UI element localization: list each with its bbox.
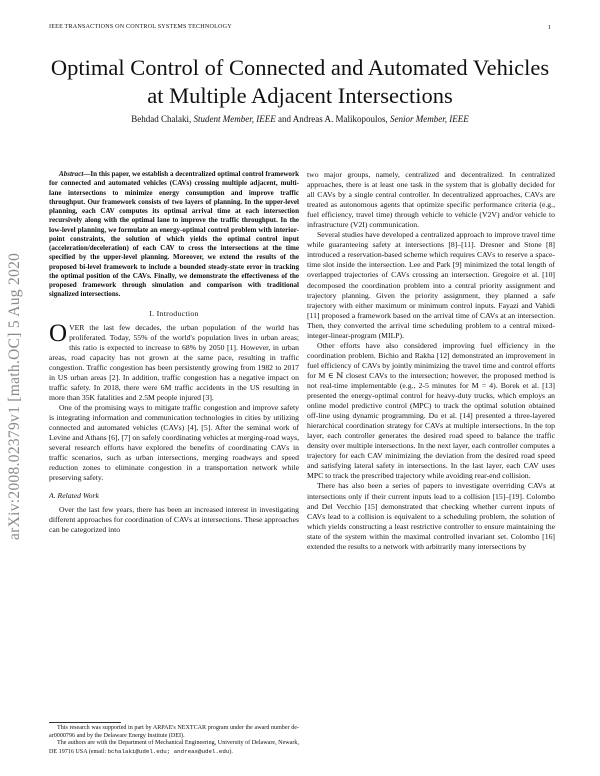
author-role-2: Senior Member, IEEE: [390, 114, 469, 124]
abstract-lead: Abstract: [59, 170, 84, 178]
footnote-divider: [49, 722, 121, 723]
author-name-2: and Andreas A. Malikopoulos,: [278, 114, 388, 124]
subsection-heading-related-work: A. Related Work: [49, 491, 99, 501]
footnote-funding: This research was supported in part by ARPAE's NEXTCAR program under the award number de-ar0000796 and by the Delaware Energy Institute (DEI).: [49, 725, 299, 739]
author-emails[interactable]: bchalaki@udel.edu; andreas@udel.edu: [107, 747, 230, 755]
drop-cap: O: [49, 319, 68, 347]
footnote-affiliation: [49, 740, 299, 756]
right-paragraph-4: There has also been a series of papers to investigate overriding CAVs at intersections only if their current inputs lead to a collision [15]–[19]. Colombo and Del Vecchio [15] demonstrated that checking whether current inputs of CAVs lead to a collision is equivalent to a scheduling problem, the solution of which yields constructing a least restrictive controller to ensure maintaining the state of the system within the maximal controlled invariant set. Colombo [16] extended the results to a network with arbitrarily many intersections by: [307, 481, 555, 551]
related-work-paragraph-1: Over the last few years, there has been an increased interest in investigating different approaches for coordination of CAVs at intersections. These approaches can be categorized into: [49, 505, 299, 535]
page-number: 1: [547, 24, 551, 31]
left-column: [49, 170, 299, 535]
right-column: [307, 170, 555, 552]
paper-title: Optimal Control of Connected and Automated Vehicles at Multiple Adjacent Intersections: [50, 55, 550, 108]
right-paragraph-1: two major groups, namely, centralized and decentralized. In centralized approaches, there is at least one task in the system that is globally decided for all CAVs by a single central controller. In decentralized approaches, CAVs are treated as autonomous agents that optimize specific performance criteria (e.g., fuel efficiency, travel time) through vehicle to vehicle (V2V) and/or vehicle to infrastructure (V2I) communication.: [307, 170, 555, 230]
footnote: [49, 725, 299, 756]
footnote-affiliation-text: The authors are with the Department of Mechanical Engineering, University of Delaware, Newark, DE 19716 USA (email:: [49, 740, 299, 755]
abstract: [49, 170, 299, 300]
author-name-1: Behdad Chalaki,: [131, 114, 192, 124]
intro-paragraph-1: [49, 319, 299, 403]
author-role-1: Student Member, IEEE: [193, 114, 276, 124]
arxiv-identifier[interactable]: arXiv:2008.02379v1 [math.OC] 5 Aug 2020: [6, 252, 23, 540]
footnote-end: ).: [229, 748, 233, 755]
abstract-text: —In this paper, we establish a decentralized optimal control framework for connected and automated vehicles (CAVs) crossing multiple adjacent, multi-lane intersections to minimize energy consumption and improve traffic throughput. Our framework consists of two layers of planning. In the upper-level planning, each CAV computes its optimal arrival time at each intersection recursively along with the optimal lane to improve the traffic throughput. In the low-level planning, we formulate an energy-optimal control problem with interior-point constraints, the solution of which yields the optimal control input (acceleration/deceleration) of each CAV to cross the intersections at the time specified by the upper-level planning. Moreover, we extend the results of the proposed bi-level framework to include a bounded steady-state error in tracking the optimal position of the CAVs. Finally, we demonstrate the effectiveness of the proposed framework through simulation and comparison with traditional signalized intersections.: [49, 170, 299, 299]
section-heading-introduction: I. Introduction: [149, 308, 199, 318]
intro-paragraph-2: One of the promising ways to mitigate traffic congestion and improve safety is integrating information and communication technologies in cities by utilizing connected and automated vehicles (CAVs) [4], [5]. After the seminal work of Levine and Athans [6], [7] on safely coordinating vehicles at merging-road ways, several research efforts have explored the benefits of coordinating CAVs in traffic scenarios, such as urban intersections, merging roadways and speed reduction zones to eliminate congestion in a transportation network while preserving safety.: [49, 402, 299, 483]
intro-first-word: VER: [69, 322, 85, 332]
right-paragraph-3: Other efforts have also considered improving fuel efficiency in the coordination problem. Bichio and Rakha [12] demonstrated an improvement in fuel efficiency of CAVs by jointly minimizing the travel time and control efforts for M ∈ ℕ closest CAVs to the intersection; however, the proposed method is not real-time implementable (e.g., 2-5 minutes for M = 4). Borek et al. [13] presented the energy-optimal control for heavy-duty trucks, which employs an online model predictive control (MPC) to track the optimal solution obtained off-line using dynamic programming. Du et al. [14] presented a three-layered hierarchical coordination strategy for CAVs at multiple intersections. In the top layer, each controller generates the desired road speed to balance the traffic density over multiple intersections. In the next layer, each controller computes a trajectory for each CAV minimizing the deviation from the desired road speed and satisfying lateral safety in intersections. In the last layer, each CAV uses MPC to track the prescribed trajectory while avoiding rear-end collision.: [307, 340, 555, 481]
right-paragraph-2: Several studies have developed a centralized approach to improve travel time while guaranteeing safety at intersections [8]–[11]. Dresner and Stone [8] introduced a reservation-based scheme which requires CAVs to reserve a space-time slot inside the intersection. Lee and Park [9] minimized the total length of overlapped trajectories of CAVs crossing an intersection. Gregoire et al. [10] decomposed the coordination problem into a central priority assignment and trajectory planning. Given the priority assignment, they planned a safe trajectory with either maximum or minimum control inputs. Fayazi and Vahidi [11] proposed a framework based on the arrival time of CAVs at an intersection. Then, they converted the arrival time scheduling problem to a central mixed-integer-linear-program (MILP).: [307, 230, 555, 340]
intro-paragraph-1-text: the last few decades, the urban population of the world has proliferated. Today, 55% of the world's population lives in urban areas; this ratio is expected to increase to 68% by 2050 [1]. However, in urban areas, road capacity has not grown at the same pace, resulting in traffic congestion. Traffic congestion has been persistently growing from 1982 to 2017 in US urban areas [2]. In addition, traffic congestion has a negative impact on traffic safety. In 2018, there were 6M traffic accidents in the US resulting in more than 35K fatalities and 2.5M people injured [3].: [49, 322, 299, 402]
journal-header: IEEE TRANSACTIONS ON CONTROL SYSTEMS TECHNOLOGY: [49, 24, 232, 30]
author-line: [40, 114, 560, 124]
